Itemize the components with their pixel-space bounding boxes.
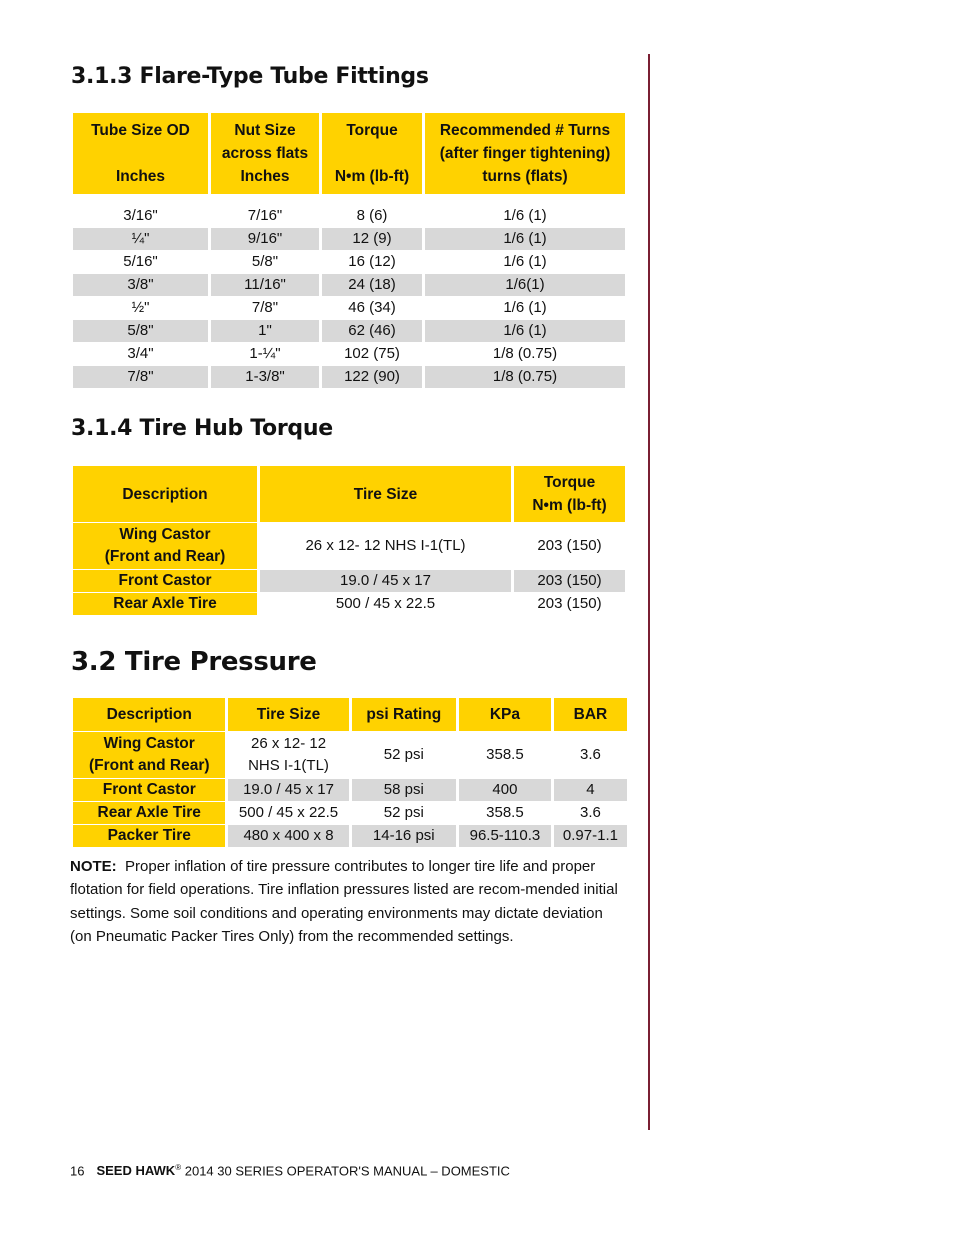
header-nut-size: Nut Size across flats Inches	[211, 113, 319, 194]
table-row: Wing Castor (Front and Rear) 26 x 12- 12 NHS I-1(TL) 52 psi 358.5 3.6	[73, 732, 627, 778]
header-torque: Torque N•m (lb-ft)	[322, 113, 422, 194]
table-row: Front Castor 19.0 / 45 x 17 203 (150)	[73, 570, 625, 592]
header-turns: Recommended # Turns (after finger tightening) turns (flats)	[425, 113, 625, 194]
flare-fittings-table	[70, 112, 628, 389]
table-row: Wing Castor (Front and Rear) 26 x 12- 12 NHS I-1(TL) 203 (150)	[73, 523, 625, 569]
note-text: Proper inflation of tire pressure contributes to longer tire life and proper flotation for field operations. Tire inflation pressures listed are recom-mended initial settings. Some soil conditions and operating environments may dictate deviation (on Pneumatic Packer Tires Only) from the recommended settings.	[70, 858, 618, 945]
table-row: 3/8" 11/16" 24 (18) 1/6(1)	[73, 274, 625, 296]
table-row: 3/16" 7/16" 8 (6) 1/6 (1)	[123, 207, 547, 224]
hub-torque-table	[70, 465, 628, 616]
row-label: Packer Tire	[73, 825, 225, 847]
table-row: 7/8" 1-3/8" 122 (90) 1/8 (0.75)	[73, 366, 625, 388]
header-tire-size: Tire Size	[228, 698, 348, 731]
table-row: ¼" 9/16" 12 (9) 1/6 (1)	[73, 228, 625, 250]
table-row: Rear Axle Tire 500 / 45 x 22.5 52 psi 358.5 3.6	[73, 802, 627, 824]
header-description: Description	[73, 466, 257, 522]
header-torque: Torque N•m (lb-ft)	[514, 466, 625, 522]
page-number: 16	[70, 1163, 85, 1179]
hub-section-title: 3.1.4 Tire Hub Torque	[71, 416, 333, 441]
table-row: 5/8" 1" 62 (46) 1/6 (1)	[73, 320, 625, 342]
row-label: Rear Axle Tire	[73, 802, 225, 824]
flare-section-title: 3.1.3 Flare-Type Tube Fittings	[71, 64, 429, 89]
table-row: Packer Tire 480 x 400 x 8 14-16 psi 96.5-110.3 0.97-1.1	[73, 825, 627, 847]
manual-title: 2014 30 SERIES OPERATOR'S MANUAL – DOMESTIC	[184, 1163, 510, 1179]
header-kpa: KPa	[459, 698, 551, 731]
table-row: 5/16" 5/8" 16 (12) 1/6 (1)	[123, 253, 547, 270]
header-bar: BAR	[554, 698, 627, 731]
table-header-row	[73, 113, 625, 194]
table-header-row	[73, 466, 625, 522]
note-label: NOTE:	[70, 858, 117, 875]
table-header-row	[73, 698, 627, 731]
page-footer	[70, 1163, 510, 1178]
header-psi: psi Rating	[352, 698, 456, 731]
margin-rule	[648, 54, 650, 1130]
note-paragraph	[70, 855, 620, 948]
header-description: Description	[73, 698, 225, 731]
row-label: Wing Castor (Front and Rear)	[73, 523, 257, 569]
row-label: Front Castor	[73, 570, 257, 592]
brand-name: SEED HAWK	[96, 1163, 176, 1179]
table-row: 3/4" 1-¼" 102 (75) 1/8 (0.75)	[127, 345, 558, 362]
row-label: Rear Axle Tire	[73, 593, 257, 615]
row-label: Front Castor	[73, 779, 225, 801]
table-row: Rear Axle Tire 500 / 45 x 22.5 203 (150)	[73, 593, 625, 615]
table-row: ½" 7/8" 46 (34) 1/6 (1)	[131, 299, 547, 316]
row-label: Wing Castor (Front and Rear)	[73, 732, 225, 778]
tire-pressure-table	[70, 697, 630, 848]
header-tire-size: Tire Size	[260, 466, 511, 522]
header-tube-size: Tube Size OD Inches	[73, 113, 208, 194]
table-row: Front Castor 19.0 / 45 x 17 58 psi 400 4	[73, 779, 627, 801]
pressure-section-title: 3.2 Tire Pressure	[71, 647, 317, 677]
registered-mark: ®	[175, 1163, 182, 1172]
